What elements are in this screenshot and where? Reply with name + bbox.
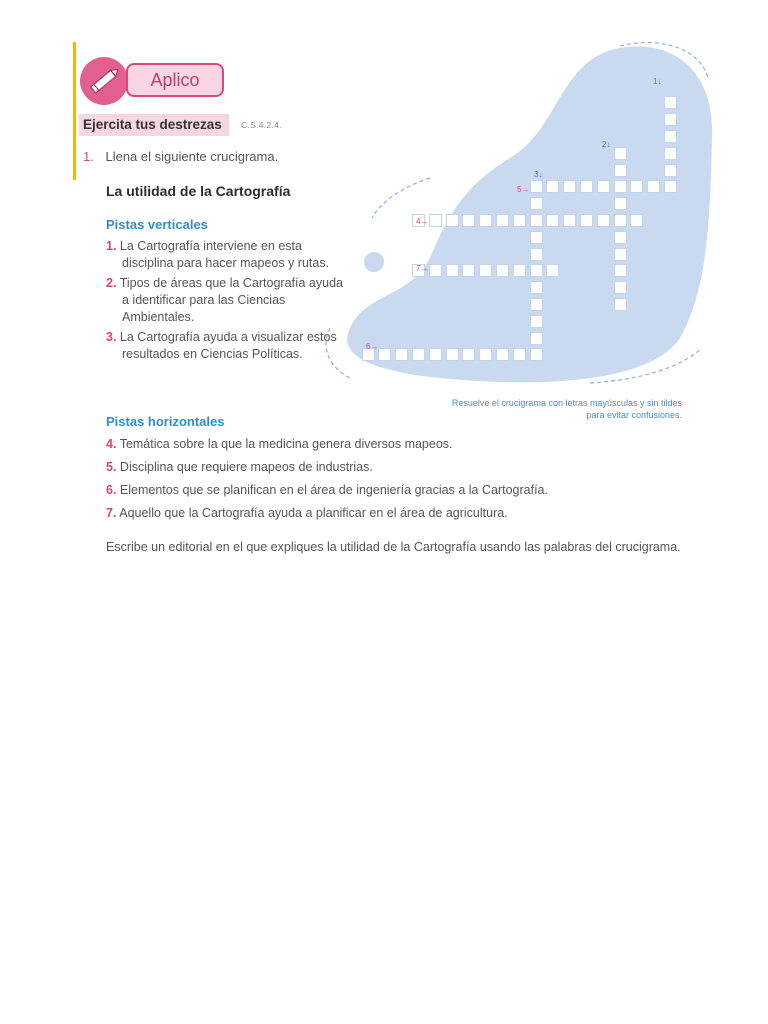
- crossword-cell[interactable]: [496, 348, 509, 361]
- crossword-cell[interactable]: [597, 214, 610, 227]
- clue-item: 2. Tipos de áreas que la Cartografía ayuda a identificar para las Ciencias Ambientales.: [106, 276, 343, 324]
- crossword-cell[interactable]: [530, 315, 543, 328]
- crossword-cell[interactable]: [614, 147, 627, 160]
- crossword-cell[interactable]: [614, 197, 627, 210]
- crossword-cell[interactable]: [614, 164, 627, 177]
- crossword-cell[interactable]: [446, 264, 459, 277]
- section-accent-bar: [73, 42, 76, 180]
- question-number: 1.: [83, 149, 94, 164]
- pencil-badge-icon: [80, 57, 128, 105]
- crossword-cell[interactable]: [513, 214, 526, 227]
- clue-label-7: 7→: [416, 264, 429, 273]
- crossword-cell[interactable]: [664, 180, 677, 193]
- crossword-cell[interactable]: [462, 264, 475, 277]
- crossword-cell[interactable]: [513, 348, 526, 361]
- crossword-cell[interactable]: [630, 180, 643, 193]
- crossword-cell[interactable]: [530, 248, 543, 261]
- crossword-cell[interactable]: [530, 180, 543, 193]
- crossword-cell[interactable]: [429, 264, 442, 277]
- crossword-cell[interactable]: [580, 180, 593, 193]
- crossword-cell[interactable]: [479, 264, 492, 277]
- crossword-cell[interactable]: [597, 180, 610, 193]
- crossword-cell[interactable]: [530, 197, 543, 210]
- crossword-note: Resuelve el crucigrama con letras mayúsculas y sin tildes para evitar confusiones.: [451, 398, 682, 420]
- editorial-instruction: Escribe un editorial en el que expliques la utilidad de la Cartografía usando las palabras del crucigrama.: [106, 540, 681, 554]
- clue-label-6: 6→: [366, 342, 379, 351]
- horizontal-clues-heading: Pistas horizontales: [106, 414, 225, 429]
- crossword-cell[interactable]: [496, 214, 509, 227]
- crossword-cell[interactable]: [614, 214, 627, 227]
- crossword-cell[interactable]: [546, 214, 559, 227]
- crossword-cell[interactable]: [546, 180, 559, 193]
- clue-item: 1. La Cartografía interviene en esta disciplina para hacer mapeos y rutas.: [106, 239, 330, 270]
- question-text: Llena el siguiente crucigrama.: [105, 149, 279, 164]
- crossword-cell[interactable]: [614, 298, 627, 311]
- crossword-cell[interactable]: [530, 298, 543, 311]
- crossword-cell[interactable]: [614, 281, 627, 294]
- clue-label-1: 1↓: [653, 77, 662, 86]
- clue-label-3: 3↓: [534, 170, 543, 179]
- crossword-cell[interactable]: [530, 214, 543, 227]
- crossword-cell[interactable]: [630, 214, 643, 227]
- crossword-cell[interactable]: [664, 96, 677, 109]
- skill-code: C.S.4.2.4.: [241, 120, 282, 130]
- clue-label-4: 4→: [416, 217, 429, 226]
- crossword-cell[interactable]: [664, 164, 677, 177]
- crossword-cell[interactable]: [479, 348, 492, 361]
- horizontal-clues-list: [106, 436, 706, 522]
- crossword-cell[interactable]: [614, 180, 627, 193]
- crossword-cell[interactable]: [378, 348, 391, 361]
- section-title: Ejercita tus destrezas: [83, 117, 222, 132]
- crossword-cell[interactable]: [429, 214, 442, 227]
- crossword-cell[interactable]: [563, 214, 576, 227]
- crossword-cell[interactable]: [647, 180, 660, 193]
- crossword-grid: [320, 38, 720, 398]
- crossword-cell[interactable]: [395, 348, 408, 361]
- clue-item: 3. La Cartografía ayuda a visualizar estos resultados en Ciencias Políticas.: [106, 330, 337, 361]
- crossword-cell[interactable]: [513, 264, 526, 277]
- crossword-cell[interactable]: [546, 264, 559, 277]
- crossword-cell[interactable]: [412, 348, 425, 361]
- crossword-cell[interactable]: [614, 231, 627, 244]
- vertical-clues-list: [106, 238, 346, 363]
- crossword-cell[interactable]: [530, 332, 543, 345]
- crossword-cell[interactable]: [530, 231, 543, 244]
- crossword-cell[interactable]: [479, 214, 492, 227]
- clue-item: 6. Elementos que se planifican en el área de ingeniería gracias a la Cartografía.: [106, 483, 548, 497]
- crossword: [320, 38, 720, 398]
- crossword-cell[interactable]: [462, 214, 475, 227]
- page-title: La utilidad de la Cartografía: [106, 183, 291, 199]
- crossword-cell[interactable]: [446, 348, 459, 361]
- crossword-cell[interactable]: [664, 147, 677, 160]
- clue-item: 4. Temática sobre la que la medicina genera diversos mapeos.: [106, 437, 453, 451]
- crossword-cell[interactable]: [664, 130, 677, 143]
- crossword-cell[interactable]: [530, 348, 543, 361]
- clue-label-5: 5→: [517, 185, 530, 194]
- crossword-cell[interactable]: [496, 264, 509, 277]
- crossword-cell[interactable]: [530, 264, 543, 277]
- clue-item: 5. Disciplina que requiere mapeos de industrias.: [106, 460, 373, 474]
- crossword-cell[interactable]: [580, 214, 593, 227]
- crossword-cell[interactable]: [664, 113, 677, 126]
- crossword-cell[interactable]: [530, 281, 543, 294]
- crossword-cell[interactable]: [429, 348, 442, 361]
- clue-item: 7. Aquello que la Cartografía ayuda a planificar en el área de agricultura.: [106, 506, 508, 520]
- question-1: [83, 149, 278, 164]
- clue-label-2: 2↓: [602, 140, 611, 149]
- aplico-badge: Aplico: [126, 63, 224, 97]
- crossword-cell[interactable]: [563, 180, 576, 193]
- crossword-cell[interactable]: [446, 214, 459, 227]
- crossword-cell[interactable]: [614, 248, 627, 261]
- vertical-clues-heading: Pistas verticales: [106, 217, 208, 232]
- crossword-cell[interactable]: [462, 348, 475, 361]
- crossword-cell[interactable]: [614, 264, 627, 277]
